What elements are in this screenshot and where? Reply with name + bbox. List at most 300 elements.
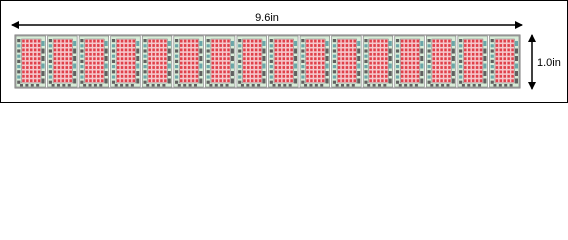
module-pad bbox=[373, 79, 376, 82]
module-pad bbox=[125, 79, 128, 82]
module-pad bbox=[373, 44, 376, 47]
module-pad bbox=[377, 71, 380, 74]
module-edge-contact bbox=[183, 84, 186, 87]
module-component bbox=[17, 60, 20, 63]
module-component bbox=[207, 60, 210, 63]
module-pad bbox=[413, 62, 416, 65]
height-label: 1.0in bbox=[537, 57, 561, 69]
module-connector bbox=[326, 49, 329, 54]
module-pad bbox=[259, 57, 262, 60]
module-pad bbox=[417, 57, 420, 60]
module-pad bbox=[196, 71, 199, 74]
module-pad bbox=[22, 53, 25, 56]
module-component bbox=[333, 81, 336, 84]
module-component bbox=[491, 60, 494, 63]
module-pad bbox=[192, 71, 195, 74]
module-pad bbox=[93, 71, 96, 74]
module-pad bbox=[353, 66, 356, 69]
module-pad bbox=[69, 71, 72, 74]
module-connector bbox=[294, 79, 297, 84]
module-pad bbox=[440, 66, 443, 69]
module-pad bbox=[322, 62, 325, 65]
module-pad bbox=[314, 57, 317, 60]
module-pad bbox=[129, 75, 132, 78]
module-connector bbox=[389, 56, 392, 61]
module-pad bbox=[30, 66, 33, 69]
module-pad bbox=[223, 44, 226, 47]
module-pad bbox=[223, 79, 226, 82]
module-connector bbox=[515, 49, 518, 54]
module-pad bbox=[62, 49, 65, 52]
module-pad bbox=[196, 53, 199, 56]
module-pad bbox=[369, 79, 372, 82]
module-pad bbox=[346, 53, 349, 56]
module-pad bbox=[496, 66, 499, 69]
module-pad bbox=[196, 75, 199, 78]
module-connector bbox=[263, 41, 266, 46]
module-edge-contact bbox=[131, 84, 134, 87]
module-pad bbox=[223, 57, 226, 60]
module-edge-contact bbox=[473, 84, 476, 87]
module-pad bbox=[69, 44, 72, 47]
module-edge-contact bbox=[31, 84, 34, 87]
module-pad bbox=[227, 75, 230, 78]
module-connector bbox=[420, 41, 423, 46]
module-component bbox=[80, 75, 83, 78]
module-component bbox=[270, 65, 273, 68]
module-pad bbox=[413, 71, 416, 74]
module-pad bbox=[286, 62, 289, 65]
module-pad bbox=[350, 75, 353, 78]
module-connector bbox=[357, 64, 360, 69]
module-pad bbox=[279, 57, 282, 60]
module-pad bbox=[121, 40, 124, 43]
module-pad bbox=[101, 40, 104, 43]
module-pad bbox=[30, 44, 33, 47]
module-pad bbox=[133, 40, 136, 43]
module-pad bbox=[401, 53, 404, 56]
module-pad bbox=[227, 53, 230, 56]
module-pad bbox=[251, 40, 254, 43]
module-pad bbox=[125, 62, 128, 65]
module-edge-contact bbox=[83, 84, 86, 87]
module-pad bbox=[85, 66, 88, 69]
module-pad bbox=[133, 66, 136, 69]
module-component bbox=[270, 70, 273, 73]
module-component bbox=[396, 55, 399, 58]
module-connector bbox=[199, 41, 202, 46]
module-pad bbox=[196, 49, 199, 52]
module-component bbox=[207, 44, 210, 47]
module-pad bbox=[440, 57, 443, 60]
module-pad bbox=[342, 49, 345, 52]
module-component bbox=[207, 49, 210, 52]
module-component bbox=[238, 49, 241, 52]
module-pad bbox=[286, 75, 289, 78]
module-pad bbox=[476, 44, 479, 47]
module-pad bbox=[346, 57, 349, 60]
module-pad bbox=[34, 62, 37, 65]
module-pad bbox=[306, 40, 309, 43]
module-pad bbox=[444, 66, 447, 69]
module-edge-contact bbox=[510, 84, 513, 87]
module-connector bbox=[294, 49, 297, 54]
module-pad bbox=[476, 79, 479, 82]
module-pad bbox=[69, 66, 72, 69]
module-pad bbox=[164, 79, 167, 82]
module-pad bbox=[310, 79, 313, 82]
module-pad bbox=[417, 79, 420, 82]
module-pad bbox=[121, 57, 124, 60]
module-pad bbox=[54, 44, 57, 47]
module-pad bbox=[180, 75, 183, 78]
module-pad bbox=[255, 66, 258, 69]
module-component bbox=[333, 60, 336, 63]
module-connector bbox=[199, 49, 202, 54]
module-pad bbox=[444, 71, 447, 74]
module-pad bbox=[310, 71, 313, 74]
module-component bbox=[301, 70, 304, 73]
module-edge-contact bbox=[209, 84, 212, 87]
module-component bbox=[80, 49, 83, 52]
module-pad bbox=[500, 57, 503, 60]
module-pad bbox=[125, 44, 128, 47]
module-pad bbox=[38, 40, 41, 43]
module-pad bbox=[184, 79, 187, 82]
module-pad bbox=[436, 49, 439, 52]
module-component bbox=[396, 39, 399, 42]
module-pad bbox=[251, 44, 254, 47]
module-component bbox=[333, 39, 336, 42]
module-pad bbox=[184, 71, 187, 74]
module-pad bbox=[152, 71, 155, 74]
module-pad bbox=[444, 62, 447, 65]
module-connector bbox=[73, 49, 76, 54]
module-pad bbox=[30, 57, 33, 60]
module-pad bbox=[196, 44, 199, 47]
module-pad bbox=[468, 53, 471, 56]
module-pad bbox=[219, 44, 222, 47]
module-pad bbox=[346, 71, 349, 74]
module-pad bbox=[54, 79, 57, 82]
module-pad bbox=[369, 44, 372, 47]
module-edge-contact bbox=[241, 84, 244, 87]
module-pad bbox=[385, 79, 388, 82]
module-pad bbox=[58, 66, 61, 69]
module-component bbox=[270, 60, 273, 63]
module-component bbox=[364, 65, 367, 68]
module-pad bbox=[38, 49, 41, 52]
module-pad bbox=[275, 71, 278, 74]
module-pad bbox=[26, 75, 29, 78]
module-pad bbox=[93, 66, 96, 69]
module-connector bbox=[483, 41, 486, 46]
module-pad bbox=[322, 40, 325, 43]
module-pad bbox=[255, 40, 258, 43]
module-pad bbox=[30, 71, 33, 74]
module-pad bbox=[346, 79, 349, 82]
module-component bbox=[428, 44, 431, 47]
module-pad bbox=[472, 53, 475, 56]
module-pad bbox=[318, 62, 321, 65]
module-component bbox=[428, 75, 431, 78]
module-pad bbox=[338, 79, 341, 82]
module-pad bbox=[417, 44, 420, 47]
module-component bbox=[491, 75, 494, 78]
module-pad bbox=[212, 75, 215, 78]
module-pad bbox=[283, 75, 286, 78]
module-connector bbox=[326, 71, 329, 76]
module-pad bbox=[85, 49, 88, 52]
module-pad bbox=[381, 66, 384, 69]
module-pad bbox=[417, 62, 420, 65]
module-pad bbox=[133, 71, 136, 74]
module-connector bbox=[357, 79, 360, 84]
module-pad bbox=[255, 49, 258, 52]
module-pad bbox=[283, 71, 286, 74]
module-pad bbox=[346, 44, 349, 47]
module-pad bbox=[62, 57, 65, 60]
module-pad bbox=[286, 40, 289, 43]
module-component bbox=[238, 65, 241, 68]
module-pad bbox=[373, 57, 376, 60]
module-pad bbox=[350, 62, 353, 65]
module-pad bbox=[377, 75, 380, 78]
module-pad bbox=[66, 79, 69, 82]
module-component bbox=[270, 75, 273, 78]
module-pad bbox=[38, 75, 41, 78]
module-pad bbox=[500, 53, 503, 56]
module-pad bbox=[433, 75, 436, 78]
module-pad bbox=[101, 71, 104, 74]
module-pad bbox=[507, 57, 510, 60]
module-component bbox=[459, 70, 462, 73]
module-pad bbox=[219, 57, 222, 60]
module-pad bbox=[353, 79, 356, 82]
module-pad bbox=[476, 62, 479, 65]
module-connector bbox=[136, 49, 139, 54]
module-pad bbox=[338, 71, 341, 74]
module-pad bbox=[318, 53, 321, 56]
module-pad bbox=[227, 66, 230, 69]
module-pad bbox=[184, 75, 187, 78]
module-pad bbox=[496, 75, 499, 78]
module-pad bbox=[377, 62, 380, 65]
module-edge-contact bbox=[493, 84, 496, 87]
module-component bbox=[333, 44, 336, 47]
module-connector bbox=[389, 49, 392, 54]
module-pad bbox=[243, 53, 246, 56]
module-pad bbox=[62, 79, 65, 82]
module-edge-contact bbox=[257, 84, 260, 87]
module-pad bbox=[401, 75, 404, 78]
module-edge-contact bbox=[446, 84, 449, 87]
module-pad bbox=[69, 79, 72, 82]
module-connector bbox=[294, 56, 297, 61]
module-pad bbox=[338, 49, 341, 52]
module-pad bbox=[26, 44, 29, 47]
module-component bbox=[459, 49, 462, 52]
module-connector bbox=[483, 49, 486, 54]
module-pad bbox=[503, 57, 506, 60]
module-component bbox=[491, 39, 494, 42]
module-pad bbox=[85, 79, 88, 82]
module-component bbox=[396, 75, 399, 78]
module-connector bbox=[199, 56, 202, 61]
module-pad bbox=[54, 75, 57, 78]
module-pad bbox=[342, 66, 345, 69]
module-pad bbox=[444, 53, 447, 56]
module-pad bbox=[346, 49, 349, 52]
module-pad bbox=[286, 79, 289, 82]
module-pad bbox=[472, 49, 475, 52]
module-pad bbox=[247, 40, 250, 43]
module-edge-contact bbox=[146, 84, 149, 87]
module-pad bbox=[511, 57, 514, 60]
module-pad bbox=[26, 62, 29, 65]
module-pad bbox=[448, 62, 451, 65]
module-pad bbox=[243, 40, 246, 43]
module-connector bbox=[420, 49, 423, 54]
module-pad bbox=[121, 62, 124, 65]
module-pad bbox=[212, 40, 215, 43]
module-pad bbox=[314, 75, 317, 78]
module-pad bbox=[338, 44, 341, 47]
module-edge-contact bbox=[278, 84, 281, 87]
module-pad bbox=[472, 40, 475, 43]
module-pad bbox=[255, 62, 258, 65]
module-pad bbox=[480, 66, 483, 69]
module-pad bbox=[152, 40, 155, 43]
module-pad bbox=[215, 57, 218, 60]
module-pad bbox=[385, 75, 388, 78]
module-pad bbox=[290, 71, 293, 74]
module-pad bbox=[62, 62, 65, 65]
module-pad bbox=[338, 62, 341, 65]
module-pad bbox=[377, 49, 380, 52]
module-connector bbox=[452, 71, 455, 76]
module-component bbox=[17, 49, 20, 52]
module-pad bbox=[243, 49, 246, 52]
module-pad bbox=[152, 44, 155, 47]
module-connector bbox=[231, 64, 234, 69]
module-component bbox=[270, 81, 273, 84]
module-pad bbox=[507, 40, 510, 43]
module-connector bbox=[326, 41, 329, 46]
module-pad bbox=[219, 53, 222, 56]
module-pad bbox=[306, 49, 309, 52]
module-component bbox=[301, 75, 304, 78]
module-pad bbox=[290, 40, 293, 43]
module-pad bbox=[133, 62, 136, 65]
module-pad bbox=[93, 75, 96, 78]
module-pad bbox=[34, 66, 37, 69]
module-pad bbox=[247, 75, 250, 78]
module-pad bbox=[125, 57, 128, 60]
module-pad bbox=[219, 66, 222, 69]
module-pad bbox=[310, 53, 313, 56]
module-pad bbox=[212, 66, 215, 69]
module-pad bbox=[160, 49, 163, 52]
module-pad bbox=[85, 62, 88, 65]
module-pad bbox=[219, 75, 222, 78]
module-pad bbox=[227, 71, 230, 74]
module-pad bbox=[156, 57, 159, 60]
module-connector bbox=[73, 79, 76, 84]
module-pad bbox=[436, 62, 439, 65]
module-connector bbox=[231, 49, 234, 54]
module-connector bbox=[168, 79, 171, 84]
module-pad bbox=[448, 53, 451, 56]
module-pad bbox=[58, 79, 61, 82]
module-pad bbox=[338, 66, 341, 69]
module-pad bbox=[350, 44, 353, 47]
module-component bbox=[491, 70, 494, 73]
module-connector bbox=[105, 56, 108, 61]
module-pad bbox=[369, 53, 372, 56]
module-connector bbox=[105, 71, 108, 76]
module-pad bbox=[290, 53, 293, 56]
module-edge-contact bbox=[315, 84, 318, 87]
module-component bbox=[175, 70, 178, 73]
module-pad bbox=[255, 53, 258, 56]
module-component bbox=[459, 39, 462, 42]
module-pad bbox=[436, 75, 439, 78]
module-pad bbox=[192, 40, 195, 43]
module-16 bbox=[489, 36, 519, 87]
module-pad bbox=[26, 49, 29, 52]
module-connector bbox=[483, 56, 486, 61]
module-pad bbox=[503, 79, 506, 82]
module-pad bbox=[129, 79, 132, 82]
module-pad bbox=[152, 79, 155, 82]
module-connector bbox=[168, 71, 171, 76]
module-pad bbox=[121, 44, 124, 47]
module-connector bbox=[420, 56, 423, 61]
module-pad bbox=[496, 57, 499, 60]
module-pad bbox=[503, 62, 506, 65]
module-pad bbox=[286, 44, 289, 47]
module-pad bbox=[58, 62, 61, 65]
module-pad bbox=[480, 71, 483, 74]
module-edge-contact bbox=[383, 84, 386, 87]
module-component bbox=[207, 75, 210, 78]
module-component bbox=[270, 44, 273, 47]
module-component bbox=[49, 60, 52, 63]
module-pad bbox=[496, 62, 499, 65]
module-pad bbox=[286, 66, 289, 69]
module-pad bbox=[156, 53, 159, 56]
module-component bbox=[49, 75, 52, 78]
module-pad bbox=[54, 49, 57, 52]
module-pad bbox=[243, 75, 246, 78]
module-pad bbox=[385, 66, 388, 69]
module-pad bbox=[93, 44, 96, 47]
module-pad bbox=[215, 44, 218, 47]
module-pad bbox=[26, 57, 29, 60]
module-pad bbox=[212, 79, 215, 82]
module-pad bbox=[472, 75, 475, 78]
module-pad bbox=[417, 71, 420, 74]
module-pad bbox=[243, 62, 246, 65]
module-pad bbox=[243, 44, 246, 47]
module-pad bbox=[66, 62, 69, 65]
module-pad bbox=[279, 53, 282, 56]
module-pad bbox=[373, 62, 376, 65]
module-edge-contact bbox=[62, 84, 65, 87]
module-pad bbox=[117, 71, 120, 74]
module-edge-contact bbox=[346, 84, 349, 87]
